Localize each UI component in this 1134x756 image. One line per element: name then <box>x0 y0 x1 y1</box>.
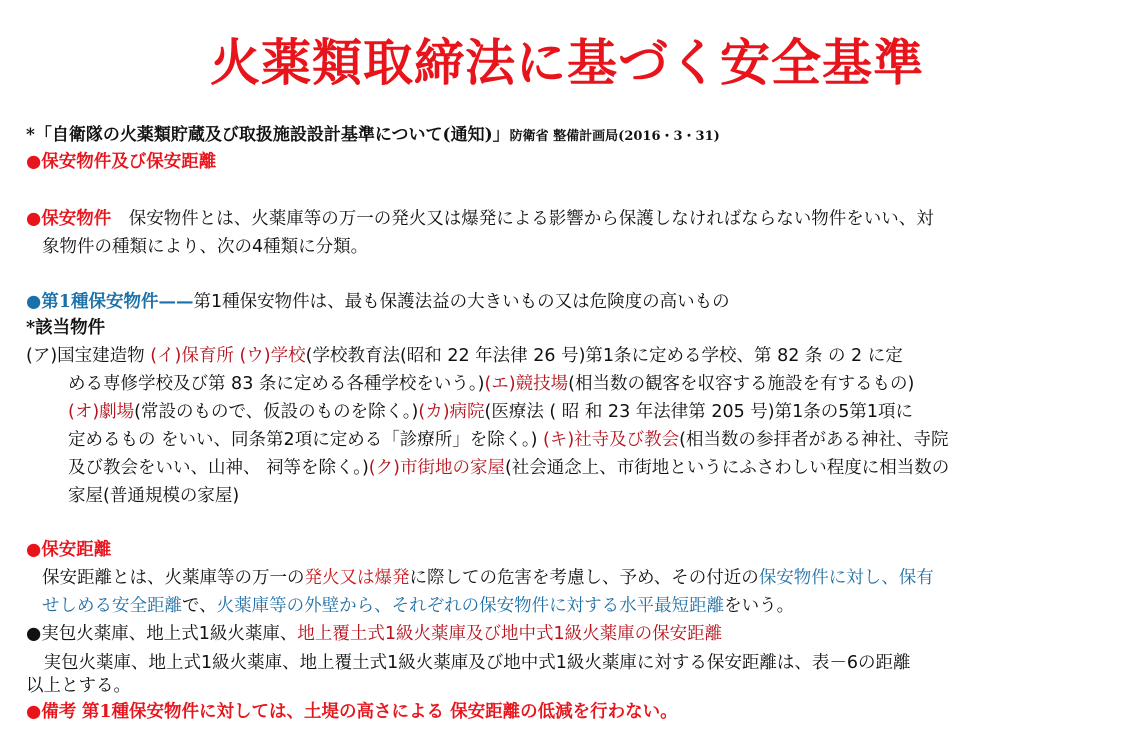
item-e: (エ)競技場 <box>484 374 569 394</box>
reference-line <box>26 123 720 149</box>
items-line-4 <box>68 428 949 452</box>
hoan-kyori-line2 <box>42 594 794 618</box>
reference-issuer: 防衛省 整備計画局(2016・3・31) <box>509 129 720 144</box>
page-title: 火薬類取締法に基づく安全基準 <box>210 33 924 92</box>
item-ka: (カ)病院 <box>418 402 485 422</box>
item-o: (オ)劇場 <box>68 402 135 422</box>
hoan-kyori-text-f: で、 <box>182 596 217 616</box>
hoan-kyori-text-d: 保安物件に対し、保有 <box>758 568 934 588</box>
bullet-line <box>26 622 722 646</box>
hoan-bukken-line2: 象物件の種類により、次の4種類に分類。 <box>42 237 369 257</box>
hoan-kyori-text-g: 火薬庫等の外壁から、それぞれの保安物件に対する水平最短距離 <box>216 596 725 616</box>
reference-doc-title: 「自衛隊の火薬類貯蔵及び取扱施設設計基準について(通知)」 <box>34 125 510 145</box>
hoan-kyori-line1 <box>42 566 934 590</box>
items-line-5 <box>68 456 949 480</box>
biko-line <box>26 700 678 724</box>
class1-line <box>26 290 730 314</box>
item-ka-desc: (医療法 ( 昭 和 23 年法律第 205 号)第1条の5第1項に <box>484 402 914 422</box>
hoan-kyori-text-a: 保安距離とは、火薬庫等の万一の <box>42 568 305 588</box>
item-u: (ウ)学校 <box>239 346 306 366</box>
biko-text: 第1種保安物件に対しては、土堤の高さによる 保安距離の低減を行わない。 <box>81 702 678 722</box>
item-o-desc: (常設のもので、仮設のものを除く。) <box>134 402 419 422</box>
hoan-kyori-text-c: に際しての危害を考慮し、予め、その付近の <box>409 568 759 588</box>
class1-label: ●第1種保安物件—— <box>26 292 194 312</box>
reference-mark: * <box>26 125 35 145</box>
item-u-desc-cont: める専修学校及び第 83 条に定める各種学校をいう。) <box>68 374 485 394</box>
item-ki-desc-cont: 及び教会をいい、山神、 祠等を除く。) <box>68 458 369 478</box>
items-line-1 <box>26 344 903 368</box>
hoan-kyori-text-h: をいう。 <box>724 596 795 616</box>
class1-desc: 第1種保安物件は、最も保護法益の大きいもの又は危険度の高いもの <box>193 292 730 312</box>
items-line-2 <box>68 372 914 396</box>
hoan-kyori-label: ●保安距離 <box>26 540 112 560</box>
items-line-6: 家屋(普通規模の家屋) <box>68 486 240 506</box>
gaito-label: *該当物件 <box>26 318 106 338</box>
item-a: (ア)国宝建造物 <box>26 346 145 366</box>
hoan-kyori-text-e: せしめる安全距離 <box>42 596 182 616</box>
hoan-kyori-text-b: 発火又は爆発 <box>304 568 410 588</box>
section-heading-hoan: ●保安物件及び保安距離 <box>26 152 217 172</box>
bullet-text-b: 地上覆土式1級火薬庫及び地中式1級火薬庫の保安距離 <box>297 624 723 644</box>
items-line-3 <box>68 400 913 424</box>
item-ki: (キ)社寺及び教会 <box>543 430 680 450</box>
bullet-text-a: ●実包火薬庫、地上式1級火薬庫、 <box>26 624 298 644</box>
item-ki-desc: (相当数の参拝者がある神社、寺院 <box>679 430 949 450</box>
bullet-para-line1: 実包火薬庫、地上式1級火薬庫、地上覆土式1級火薬庫及び地中式1級火薬庫に対する保安距離は、表－6の距離 <box>26 653 911 673</box>
hoan-bukken-line1 <box>26 207 934 231</box>
item-ka-desc-cont: 定めるもの をいい、同条第2項に定める「診療所」を除く。) <box>68 430 538 450</box>
item-i: (イ)保育所 <box>150 346 234 366</box>
item-ku: (ク)市街地の家屋 <box>368 458 505 478</box>
item-u-desc: (学校教育法(昭和 22 年法律 26 号)第1条に定める学校、第 82 条 の 2 に定 <box>305 346 903 366</box>
item-e-desc: (相当数の観客を収容する施設を有するもの) <box>568 374 915 394</box>
item-ku-desc: (社会通念上、市街地というにふさわしい程度に相当数の <box>504 458 950 478</box>
bullet-para-line2: 以上とする。 <box>26 676 131 696</box>
biko-label: ●備考 <box>26 702 77 722</box>
hoan-bukken-text1: 保安物件とは、火薬庫等の万一の発火又は爆発による影響から保護しなければならない物件をいい、対 <box>111 209 934 229</box>
hoan-bukken-label: ●保安物件 <box>26 209 112 229</box>
